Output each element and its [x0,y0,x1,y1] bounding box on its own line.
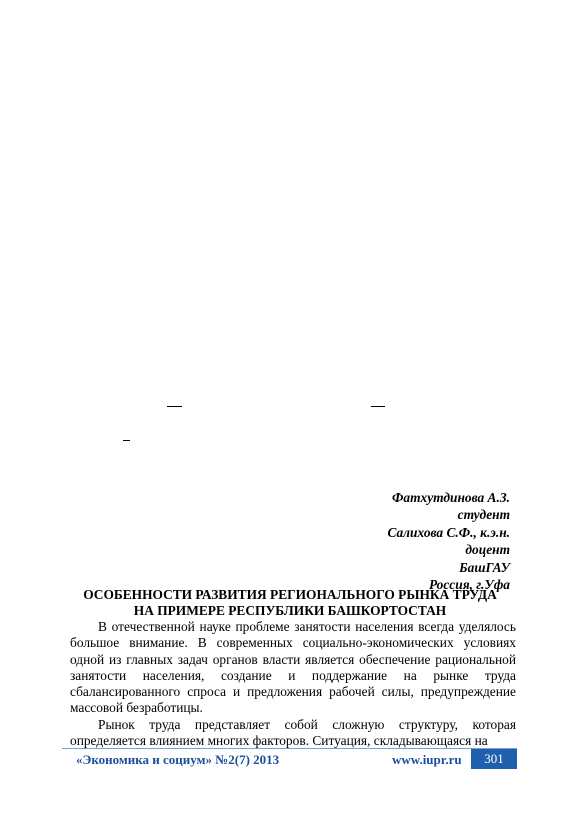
journal-website[interactable]: www.iupr.ru [392,752,462,767]
author-2-position: доцент [465,542,510,558]
article-title-line-2: НА ПРИМЕРЕ РЕСПУБЛИКИ БАШКОРТОСТАН [133,603,447,618]
page-number: 301 [471,749,517,769]
location: Россия, г.Уфа [428,577,510,593]
author-block [387,489,510,593]
article-title [62,587,518,619]
footer-divider [62,748,517,749]
paragraph-1: В отечественной науке проблеме занятости населения всегда уделялось большое внимание. В современных социально-экономических условиях одной из главных задач органов власти является обеспечение рациональной занятости населения, создание и поддержание на рынке труда сбалансированного спроса и предложения рабочей силы, предупреждение массовой безработицы. [70,619,516,716]
author-1-position: студент [457,507,510,523]
article-body [70,619,516,749]
stray-dash-1 [167,406,182,407]
author-2-name: Салихова С.Ф., к.э.н. [387,524,510,540]
affiliation: БашГАУ [459,559,510,575]
paragraph-2: Рынок труда представляет собой сложную структуру, которая определяется влиянием многих факторов. Ситуация, складывающаяся на [70,716,516,749]
author-1-name: Фатхутдинова А.З. [392,490,510,505]
stray-dash-2 [371,406,385,407]
stray-dash-3 [123,440,130,441]
journal-name: «Экономика и социум» №2(7) 2013 [76,752,280,767]
article-title-line-1: ОСОБЕННОСТИ РАЗВИТИЯ РЕГИОНАЛЬНОГО РЫНКА ТРУДА [83,587,497,602]
